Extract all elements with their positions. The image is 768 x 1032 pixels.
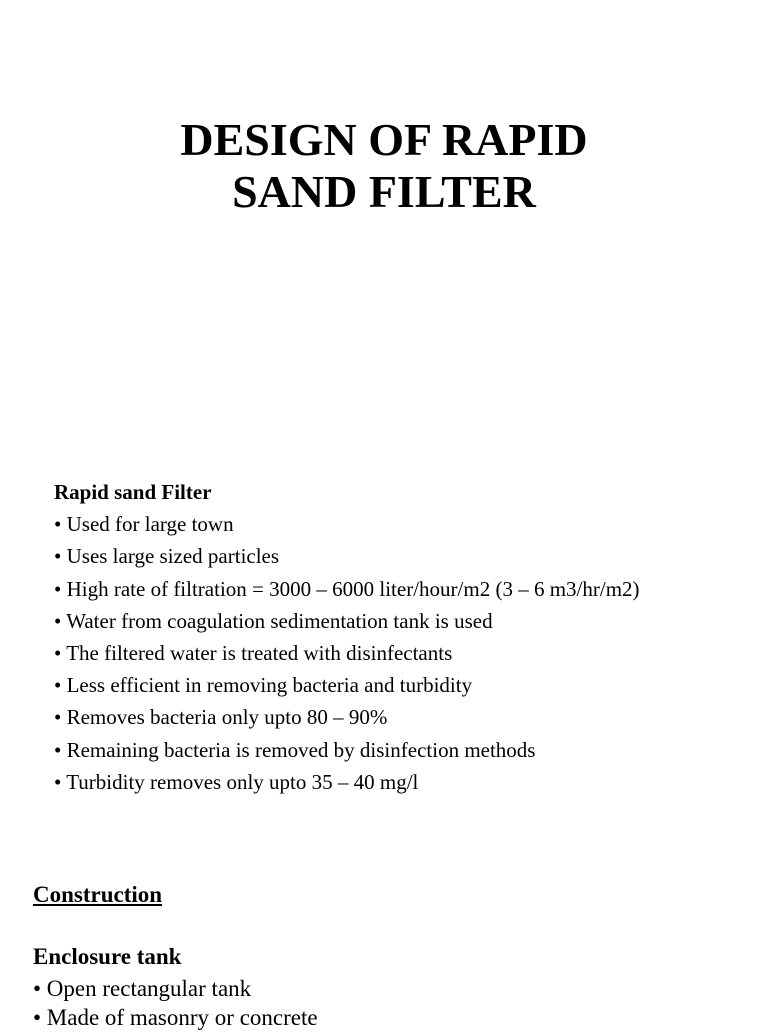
construction-list [33, 975, 318, 1032]
list-item: • Remaining bacteria is removed by disinfection methods [54, 734, 754, 766]
list-item: • Open rectangular tank [33, 975, 318, 1004]
title-line-2: SAND FILTER [0, 166, 768, 218]
list-item: • Turbidity removes only upto 35 – 40 mg/l [54, 766, 754, 798]
list-item: • The filtered water is treated with disinfectants [54, 637, 754, 669]
list-item: • Made of masonry or concrete [33, 1004, 318, 1032]
list-item: • Water from coagulation sedimentation tank is used [54, 605, 754, 637]
list-item: • Uses large sized particles [54, 540, 754, 572]
section-heading: Rapid sand Filter [54, 476, 754, 508]
list-item: • Used for large town [54, 508, 754, 540]
document-title [0, 114, 768, 218]
list-item: • Less efficient in removing bacteria and turbidity [54, 669, 754, 701]
title-line-1: DESIGN OF RAPID [0, 114, 768, 166]
rapid-sand-filter-section [54, 476, 754, 798]
construction-heading: Construction [33, 882, 162, 908]
list-item: • Removes bacteria only upto 80 – 90% [54, 701, 754, 733]
list-item: • High rate of filtration = 3000 – 6000 liter/hour/m2 (3 – 6 m3/hr/m2) [54, 573, 754, 605]
enclosure-tank-heading: Enclosure tank [33, 944, 181, 970]
